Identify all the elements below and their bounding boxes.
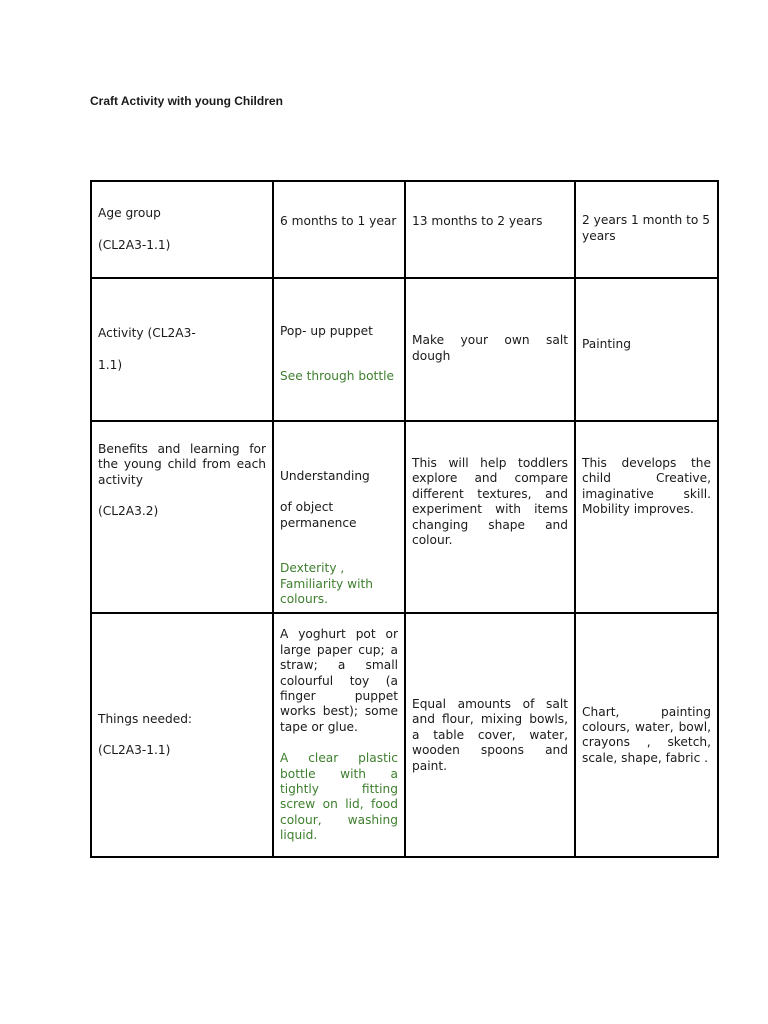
cell-activity-label	[91, 278, 273, 421]
table-row-benefits	[91, 421, 718, 613]
age-col2-text: 13 months to 2 years	[412, 213, 543, 228]
benefits-code: (CL2A3.2)	[98, 504, 159, 519]
cell-things-col3	[575, 613, 718, 857]
activity-label-line1: Activity (CL2A3-	[98, 326, 196, 341]
table-row-age-group	[91, 181, 718, 278]
cell-things-col1	[273, 613, 405, 857]
things-col1-main: A yoghurt pot or large paper cup; a straw; a small colourful toy (a finger puppet works best); some tape or glue.	[280, 627, 398, 734]
benefits-col3-text: This develops the child Creative, imaginative skill. Mobility improves.	[582, 456, 711, 517]
benefits-col1-line2: of object permanence	[280, 500, 357, 530]
benefits-col1-line1: Understanding	[280, 469, 370, 483]
age-col1-text: 6 months to 1 year	[280, 213, 397, 228]
benefits-col1-alt: Dexterity , Familiarity with colours.	[280, 561, 373, 607]
things-col2-text: Equal amounts of salt and flour, mixing bowls, a table cover, water, wooden spoons and paint.	[412, 696, 568, 773]
page-title: Craft Activity with young Children	[90, 94, 283, 108]
cell-activity-col2	[405, 278, 575, 421]
cell-age-group-label	[91, 181, 273, 278]
age-group-code: (CL2A3-1.1)	[98, 237, 171, 252]
craft-activity-table	[90, 180, 719, 858]
table-row-things-needed	[91, 613, 718, 857]
cell-benefits-col1	[273, 421, 405, 613]
cell-benefits-col3	[575, 421, 718, 613]
age-col3-text: 2 years 1 month to 5 years	[582, 213, 710, 243]
benefits-col2-text: This will help toddlers explore and compare different textures, and experiment with items changing shape and colour.	[412, 456, 568, 548]
cell-age-col3	[575, 181, 718, 278]
cell-things-label	[91, 613, 273, 857]
things-label: Things needed:	[98, 712, 193, 727]
things-col1-alt: A clear plastic bottle with a tightly fitting screw on lid, food colour, washing liquid.	[280, 751, 398, 843]
cell-activity-col3	[575, 278, 718, 421]
cell-activity-col1	[273, 278, 405, 421]
things-col3-text: Chart, painting colours, water, bowl, crayons , sketch, scale, shape, fabric .	[582, 704, 711, 765]
activity-col1-main: Pop- up puppet	[280, 323, 373, 338]
cell-things-col2	[405, 613, 575, 857]
things-code: (CL2A3-1.1)	[98, 743, 171, 758]
cell-age-col1	[273, 181, 405, 278]
age-group-label: Age group	[98, 206, 161, 221]
activity-col2-text: Make your own salt dough	[412, 333, 568, 363]
cell-benefits-col2	[405, 421, 575, 613]
table-row-activity	[91, 278, 718, 421]
benefits-label: Benefits and learning for the young child from each activity	[98, 442, 266, 487]
activity-label-line2: 1.1)	[98, 357, 123, 372]
activity-col1-alt: See through bottle	[280, 369, 395, 383]
activity-col3-text: Painting	[582, 337, 632, 352]
cell-benefits-label	[91, 421, 273, 613]
cell-age-col2	[405, 181, 575, 278]
